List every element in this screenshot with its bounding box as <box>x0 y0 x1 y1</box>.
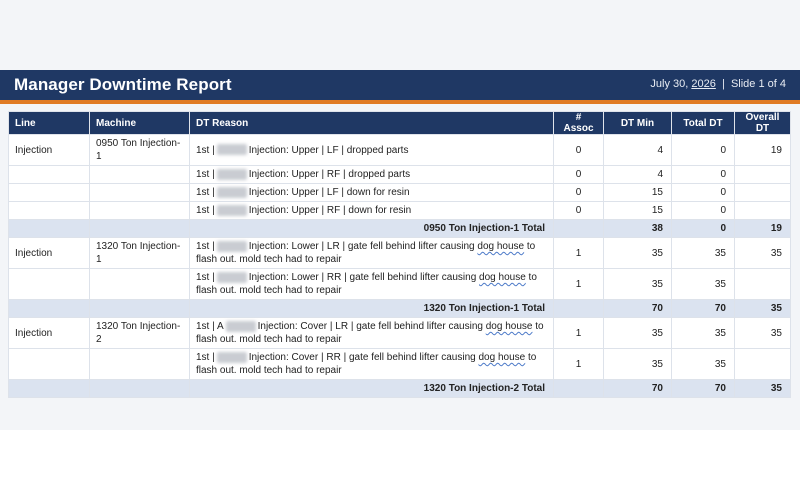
cell-reason <box>190 166 554 184</box>
table-row <box>9 318 791 349</box>
total-cell-machine <box>90 380 190 398</box>
total-label: 0950 Ton Injection-1 Total <box>190 220 554 238</box>
redacted-name-blur <box>217 169 247 180</box>
redacted-name-blur <box>217 352 247 363</box>
cell-reason <box>190 269 554 300</box>
cell-dt-min: 4 <box>604 135 672 166</box>
reason-text: Injection: Cover | LR | gate fell behind lifter causing <box>257 321 486 332</box>
total-row <box>9 380 791 398</box>
cell-dt-min: 35 <box>604 318 672 349</box>
reason-spellcheck-text: dog house <box>479 272 526 283</box>
cell-total-dt: 35 <box>672 238 735 269</box>
total-cell-assoc <box>554 220 604 238</box>
redacted-name-blur <box>226 321 256 332</box>
total-cell-machine <box>90 300 190 318</box>
total-overall-dt: 35 <box>735 380 791 398</box>
cell-reason <box>190 202 554 220</box>
report-header <box>0 70 800 100</box>
col-header-dt-min: DT Min <box>604 112 672 135</box>
cell-assoc: 0 <box>554 184 604 202</box>
reason-text: Injection: Upper | RF | down for resin <box>248 205 412 216</box>
cell-total-dt: 0 <box>672 202 735 220</box>
cell-line <box>9 349 90 380</box>
col-header-assoc: # Assoc <box>554 112 604 135</box>
report-title: Manager Downtime Report <box>14 75 232 94</box>
cell-reason <box>190 184 554 202</box>
reason-spellcheck-text: dog house <box>478 352 526 363</box>
cell-machine <box>90 184 190 202</box>
reason-text: Injection: Lower | RR | gate fell behind lifter causing <box>248 272 480 283</box>
reason-text: Injection: Upper | RF | dropped parts <box>248 169 411 180</box>
reason-text-end: to flash out. mold tech had to repair <box>196 241 536 265</box>
redacted-name-blur <box>217 241 247 252</box>
total-total-dt: 70 <box>672 300 735 318</box>
report-date-year: 2026 <box>691 78 716 90</box>
cell-machine <box>90 269 190 300</box>
table-row <box>9 238 791 269</box>
table-body <box>9 135 791 398</box>
table-row <box>9 202 791 220</box>
total-total-dt: 0 <box>672 220 735 238</box>
reason-shift: 1st | <box>196 272 215 283</box>
cell-line: Injection <box>9 318 90 349</box>
cell-line <box>9 269 90 300</box>
cell-dt-min: 4 <box>604 166 672 184</box>
reason-shift: 1st | <box>196 205 215 216</box>
total-row <box>9 300 791 318</box>
cell-overall-dt <box>735 202 791 220</box>
cell-dt-min: 35 <box>604 349 672 380</box>
cell-machine: 0950 Ton Injection-1 <box>90 135 190 166</box>
total-cell-line <box>9 380 90 398</box>
total-cell-machine <box>90 220 190 238</box>
redacted-name-blur <box>217 187 247 198</box>
total-row <box>9 220 791 238</box>
accent-bar <box>0 100 800 104</box>
cell-assoc: 1 <box>554 349 604 380</box>
total-cell-line <box>9 300 90 318</box>
reason-shift: 1st | <box>196 187 215 198</box>
col-header-total-dt: Total DT <box>672 112 735 135</box>
reason-text-end: to flash out. mold tech had to repair <box>196 321 544 345</box>
total-cell-assoc <box>554 300 604 318</box>
reason-shift: 1st | <box>196 241 215 252</box>
reason-text: Injection: Cover | RR | gate fell behind lifter causing <box>248 352 479 363</box>
cell-machine: 1320 Ton Injection-2 <box>90 318 190 349</box>
reason-text-end: to flash out. mold tech had to repair <box>196 272 537 296</box>
table-row <box>9 349 791 380</box>
downtime-table-container <box>8 111 790 398</box>
cell-line <box>9 184 90 202</box>
table-row <box>9 166 791 184</box>
cell-line: Injection <box>9 238 90 269</box>
cell-reason <box>190 135 554 166</box>
cell-line <box>9 202 90 220</box>
cell-total-dt: 0 <box>672 184 735 202</box>
cell-total-dt: 0 <box>672 135 735 166</box>
cell-line <box>9 166 90 184</box>
downtime-table <box>8 111 791 398</box>
cell-overall-dt <box>735 166 791 184</box>
table-row <box>9 135 791 166</box>
cell-assoc: 0 <box>554 202 604 220</box>
cell-overall-dt <box>735 184 791 202</box>
cell-line: Injection <box>9 135 90 166</box>
cell-dt-min: 15 <box>604 184 672 202</box>
table-row <box>9 269 791 300</box>
total-cell-line <box>9 220 90 238</box>
cell-total-dt: 35 <box>672 349 735 380</box>
total-dt-min: 70 <box>604 380 672 398</box>
cell-overall-dt <box>735 269 791 300</box>
cell-total-dt: 0 <box>672 166 735 184</box>
cell-overall-dt: 35 <box>735 238 791 269</box>
cell-overall-dt: 19 <box>735 135 791 166</box>
col-header-line: Line <box>9 112 90 135</box>
total-cell-assoc <box>554 380 604 398</box>
cell-reason <box>190 238 554 269</box>
cell-overall-dt <box>735 349 791 380</box>
total-overall-dt: 35 <box>735 300 791 318</box>
cell-assoc: 1 <box>554 318 604 349</box>
cell-assoc: 1 <box>554 269 604 300</box>
reason-shift: 1st | A <box>196 321 224 332</box>
table-row <box>9 184 791 202</box>
total-total-dt: 70 <box>672 380 735 398</box>
col-header-reason: DT Reason <box>190 112 554 135</box>
reason-spellcheck-text: dog house <box>477 241 525 252</box>
table-header-row <box>9 112 791 135</box>
redacted-name-blur <box>217 272 247 283</box>
reason-shift: 1st | <box>196 169 215 180</box>
reason-shift: 1st | <box>196 352 215 363</box>
cell-machine: 1320 Ton Injection-1 <box>90 238 190 269</box>
total-overall-dt: 19 <box>735 220 791 238</box>
cell-dt-min: 35 <box>604 238 672 269</box>
cell-dt-min: 15 <box>604 202 672 220</box>
cell-total-dt: 35 <box>672 269 735 300</box>
cell-machine <box>90 202 190 220</box>
redacted-name-blur <box>217 144 247 155</box>
reason-text: Injection: Lower | LR | gate fell behind lifter causing <box>248 241 478 252</box>
cell-machine <box>90 349 190 380</box>
cell-assoc: 0 <box>554 166 604 184</box>
slide-info: Slide 1 of 4 <box>730 78 786 90</box>
cell-assoc: 0 <box>554 135 604 166</box>
total-dt-min: 38 <box>604 220 672 238</box>
cell-assoc: 1 <box>554 238 604 269</box>
report-date: July 30, <box>650 78 692 90</box>
total-label: 1320 Ton Injection-1 Total <box>190 300 554 318</box>
reason-spellcheck-text: dog house <box>485 321 533 332</box>
cell-dt-min: 35 <box>604 269 672 300</box>
reason-shift: 1st | <box>196 144 215 156</box>
col-header-overall-dt: Overall DT <box>735 112 791 135</box>
report-meta <box>650 78 786 90</box>
reason-text-end: to flash out. mold tech had to repair <box>196 352 537 376</box>
cell-reason <box>190 349 554 380</box>
cell-machine <box>90 166 190 184</box>
meta-separator: | <box>718 78 728 90</box>
col-header-machine: Machine <box>90 112 190 135</box>
redacted-name-blur <box>217 205 247 216</box>
total-label: 1320 Ton Injection-2 Total <box>190 380 554 398</box>
total-dt-min: 70 <box>604 300 672 318</box>
cell-reason <box>190 318 554 349</box>
cell-overall-dt: 35 <box>735 318 791 349</box>
reason-text: Injection: Upper | LF | down for resin <box>248 187 410 198</box>
cell-total-dt: 35 <box>672 318 735 349</box>
reason-text: Injection: Upper | LF | dropped parts <box>248 144 409 156</box>
